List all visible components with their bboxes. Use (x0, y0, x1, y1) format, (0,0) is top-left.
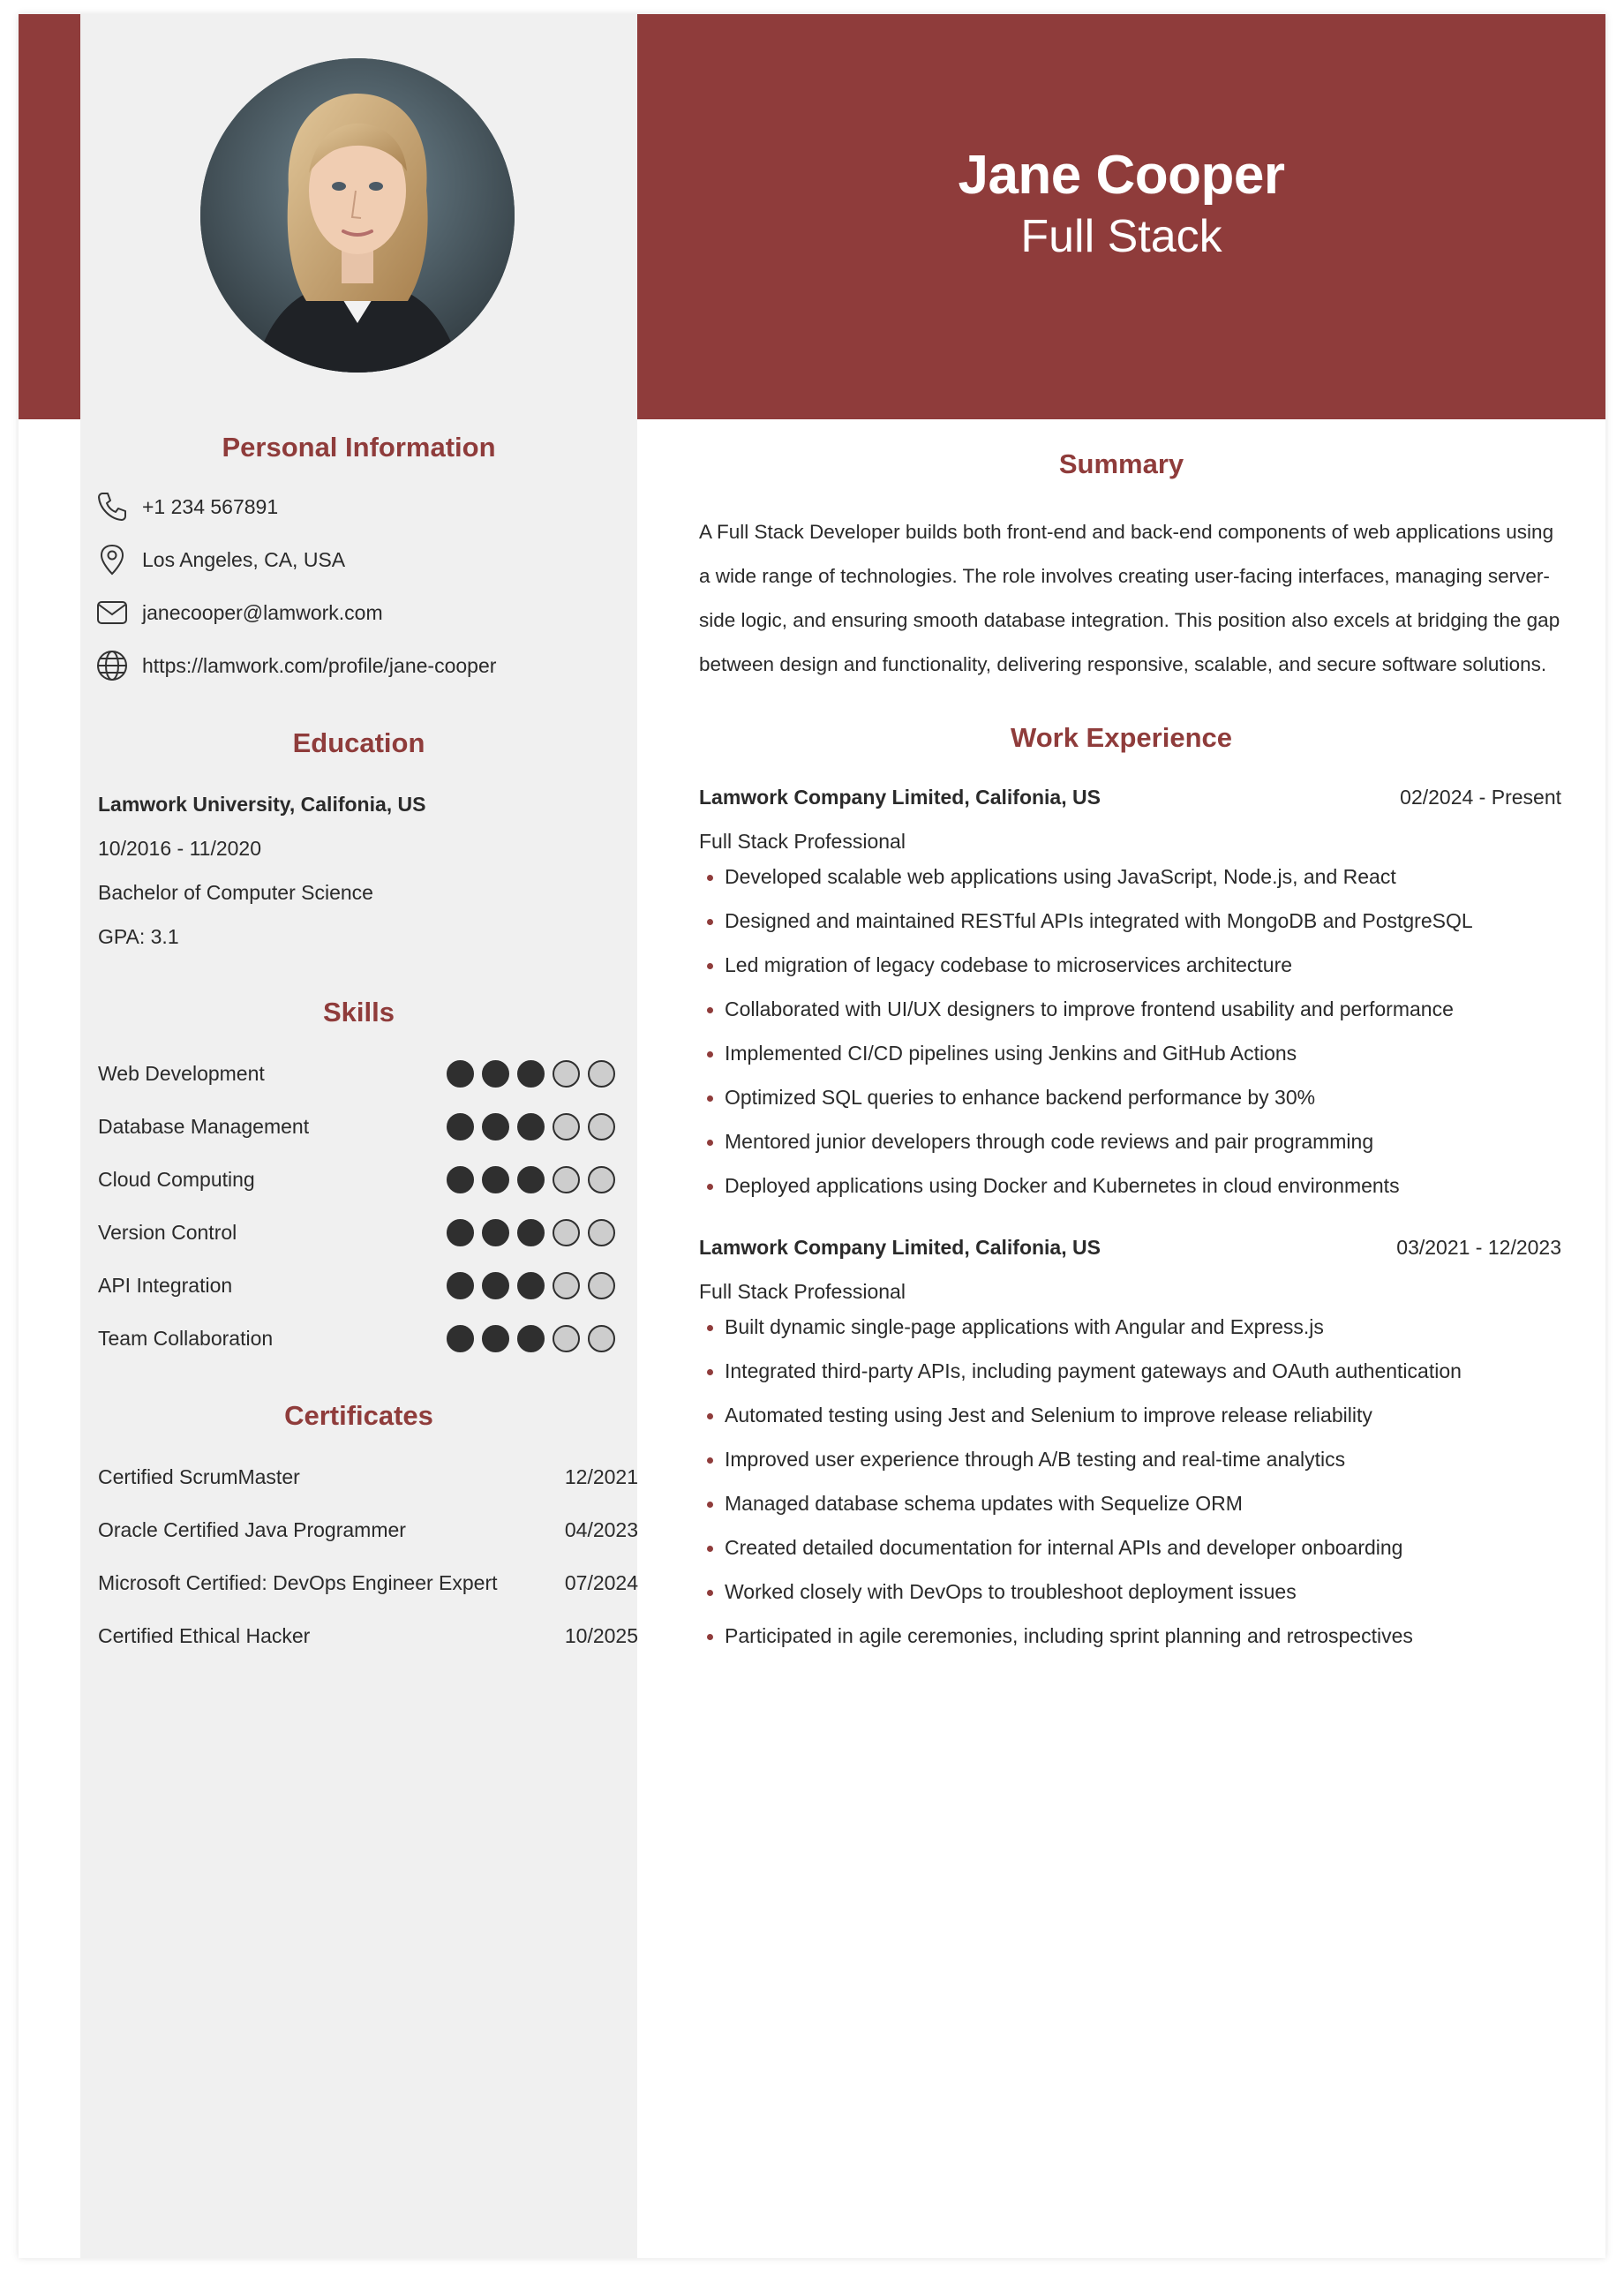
certificate-row (98, 1573, 638, 1593)
email-text[interactable]: janecooper@lamwork.com (142, 600, 383, 624)
job-bullet: Implemented CI/CD pipelines using Jenkins and GitHub Actions (699, 1031, 1564, 1075)
job-bullet: Led migration of legacy codebase to microservices architecture (699, 943, 1564, 987)
skill-dot-empty (588, 1113, 615, 1140)
skill-dot-empty (553, 1113, 580, 1140)
skill-dot-filled (517, 1219, 545, 1246)
job-role: Full Stack Professional (699, 830, 906, 853)
skill-dot-filled (447, 1272, 474, 1299)
contact-email (94, 595, 383, 630)
education-dates: 10/2016 - 11/2020 (98, 837, 262, 860)
education-gpa: GPA: 3.1 (98, 925, 179, 948)
skill-dot-empty (553, 1166, 580, 1193)
job-bullet: Automated testing using Jest and Selenium to improve release reliability (699, 1393, 1564, 1437)
skill-level-meter (447, 1325, 615, 1352)
phone-icon (94, 489, 130, 524)
work-experience-heading: Work Experience (1011, 722, 1232, 753)
skill-name: Database Management (98, 1114, 310, 1138)
certificate-date: 12/2021 (564, 1465, 638, 1488)
job-bullet: Deployed applications using Docker and Kubernetes in cloud environments (699, 1163, 1564, 1208)
skill-dot-filled (517, 1272, 545, 1299)
skill-dot-filled (447, 1113, 474, 1140)
skill-name: Version Control (98, 1220, 237, 1244)
location-pin-icon (94, 542, 130, 577)
candidate-title: Full Stack (1020, 211, 1222, 262)
skill-dot-filled (482, 1113, 509, 1140)
skill-dot-empty (588, 1272, 615, 1299)
mail-icon (94, 595, 130, 630)
certificate-row (98, 1467, 638, 1487)
education-degree: Bachelor of Computer Science (98, 881, 373, 904)
job-header (699, 1238, 1561, 1258)
job-bullet: Built dynamic single-page applications with Angular and Express.js (699, 1305, 1564, 1349)
skill-dot-filled (447, 1060, 474, 1088)
skill-row (98, 1110, 632, 1142)
skill-row (98, 1322, 632, 1354)
skill-dot-filled (517, 1166, 545, 1193)
education-school: Lamwork University, Califonia, US (98, 793, 426, 816)
skill-row (98, 1163, 632, 1195)
job-bullet: Managed database schema updates with Sequelize ORM (699, 1481, 1564, 1525)
skill-level-meter (447, 1113, 615, 1140)
job-bullets (699, 854, 1564, 1208)
skill-dot-filled (517, 1060, 545, 1088)
skill-dot-empty (588, 1219, 615, 1246)
skill-dot-empty (553, 1219, 580, 1246)
job-bullet: Collaborated with UI/UX designers to improve frontend usability and performance (699, 987, 1564, 1031)
skill-level-meter (447, 1060, 615, 1088)
job-company: Lamwork Company Limited, Califonia, US (699, 1236, 1101, 1259)
job-header (699, 787, 1561, 808)
resume-page (19, 14, 1605, 2258)
skill-name: Cloud Computing (98, 1167, 255, 1191)
skill-level-meter (447, 1219, 615, 1246)
header-banner (637, 14, 1605, 419)
job-bullets (699, 1305, 1564, 1658)
education-heading: Education (292, 727, 425, 758)
job-bullet: Worked closely with DevOps to troubleshoot deployment issues (699, 1570, 1564, 1614)
certificate-date: 04/2023 (564, 1518, 638, 1541)
job-bullet: Developed scalable web applications using JavaScript, Node.js, and React (699, 854, 1564, 899)
summary-heading: Summary (1058, 448, 1184, 479)
accent-band (19, 14, 80, 419)
skill-name: Team Collaboration (98, 1326, 274, 1350)
certificates-heading: Certificates (284, 1400, 433, 1431)
contact-website (94, 648, 496, 683)
contact-phone (94, 489, 278, 524)
job-bullet: Optimized SQL queries to enhance backend performance by 30% (699, 1075, 1564, 1119)
skill-dot-empty (553, 1060, 580, 1088)
skill-row (98, 1216, 632, 1248)
phone-text: +1 234 567891 (142, 494, 279, 518)
skill-dot-filled (482, 1219, 509, 1246)
skill-name: API Integration (98, 1273, 233, 1297)
personal-info-heading: Personal Information (222, 432, 496, 463)
skill-dot-empty (588, 1060, 615, 1088)
skill-dot-empty (588, 1166, 615, 1193)
contact-location (94, 542, 345, 577)
job-company: Lamwork Company Limited, Califonia, US (699, 786, 1101, 809)
skill-dot-empty (588, 1325, 615, 1352)
job-role: Full Stack Professional (699, 1280, 906, 1303)
skill-dot-empty (553, 1272, 580, 1299)
certificate-name: Certified ScrumMaster (98, 1465, 300, 1488)
skill-dot-filled (447, 1219, 474, 1246)
certificate-date: 07/2024 (564, 1571, 638, 1594)
skill-level-meter (447, 1166, 615, 1193)
certificate-row (98, 1520, 638, 1540)
job-bullet: Integrated third-party APIs, including payment gateways and OAuth authentication (699, 1349, 1564, 1393)
location-text: Los Angeles, CA, USA (142, 547, 346, 571)
job-bullet: Improved user experience through A/B testing and real-time analytics (699, 1437, 1564, 1481)
job-dates: 03/2021 - 12/2023 (1396, 1236, 1561, 1259)
portrait-image (200, 58, 515, 373)
skill-level-meter (447, 1272, 615, 1299)
skill-row (98, 1058, 632, 1089)
skill-dot-filled (447, 1325, 474, 1352)
certificate-date: 10/2025 (564, 1624, 638, 1647)
skill-dot-filled (517, 1113, 545, 1140)
summary-text: A Full Stack Developer builds both front-end and back-end components of web applications using a wide range of technologies. The role involves creating user-facing interfaces, managing server-side logic, and ensuring smooth database integration. This position also excels at bridging the gap between design and functionality, delivering responsive, scalable, and secure software solutions. (699, 521, 1560, 675)
skill-dot-filled (482, 1325, 509, 1352)
job-bullet: Created detailed documentation for internal APIs and developer onboarding (699, 1525, 1564, 1570)
skill-dot-filled (482, 1272, 509, 1299)
certificate-name: Microsoft Certified: DevOps Engineer Expert (98, 1571, 498, 1594)
skill-dot-filled (482, 1166, 509, 1193)
profile-photo (200, 58, 515, 373)
skill-row (98, 1269, 632, 1301)
job-bullet: Mentored junior developers through code reviews and pair programming (699, 1119, 1564, 1163)
certificate-name: Certified Ethical Hacker (98, 1624, 311, 1647)
job-bullet: Designed and maintained RESTful APIs integrated with MongoDB and PostgreSQL (699, 899, 1564, 943)
candidate-name: Jane Cooper (958, 145, 1285, 206)
skill-dot-empty (553, 1325, 580, 1352)
skill-dot-filled (447, 1166, 474, 1193)
skills-heading: Skills (323, 997, 395, 1028)
job-bullet: Participated in agile ceremonies, including sprint planning and retrospectives (699, 1614, 1564, 1658)
website-link[interactable]: https://lamwork.com/profile/jane-cooper (142, 653, 497, 677)
certificate-row (98, 1626, 638, 1646)
certificate-name: Oracle Certified Java Programmer (98, 1518, 406, 1541)
globe-icon (94, 648, 130, 683)
skill-dot-filled (482, 1060, 509, 1088)
job-dates: 02/2024 - Present (1400, 786, 1561, 809)
skill-dot-filled (517, 1325, 545, 1352)
skill-name: Web Development (98, 1061, 265, 1085)
